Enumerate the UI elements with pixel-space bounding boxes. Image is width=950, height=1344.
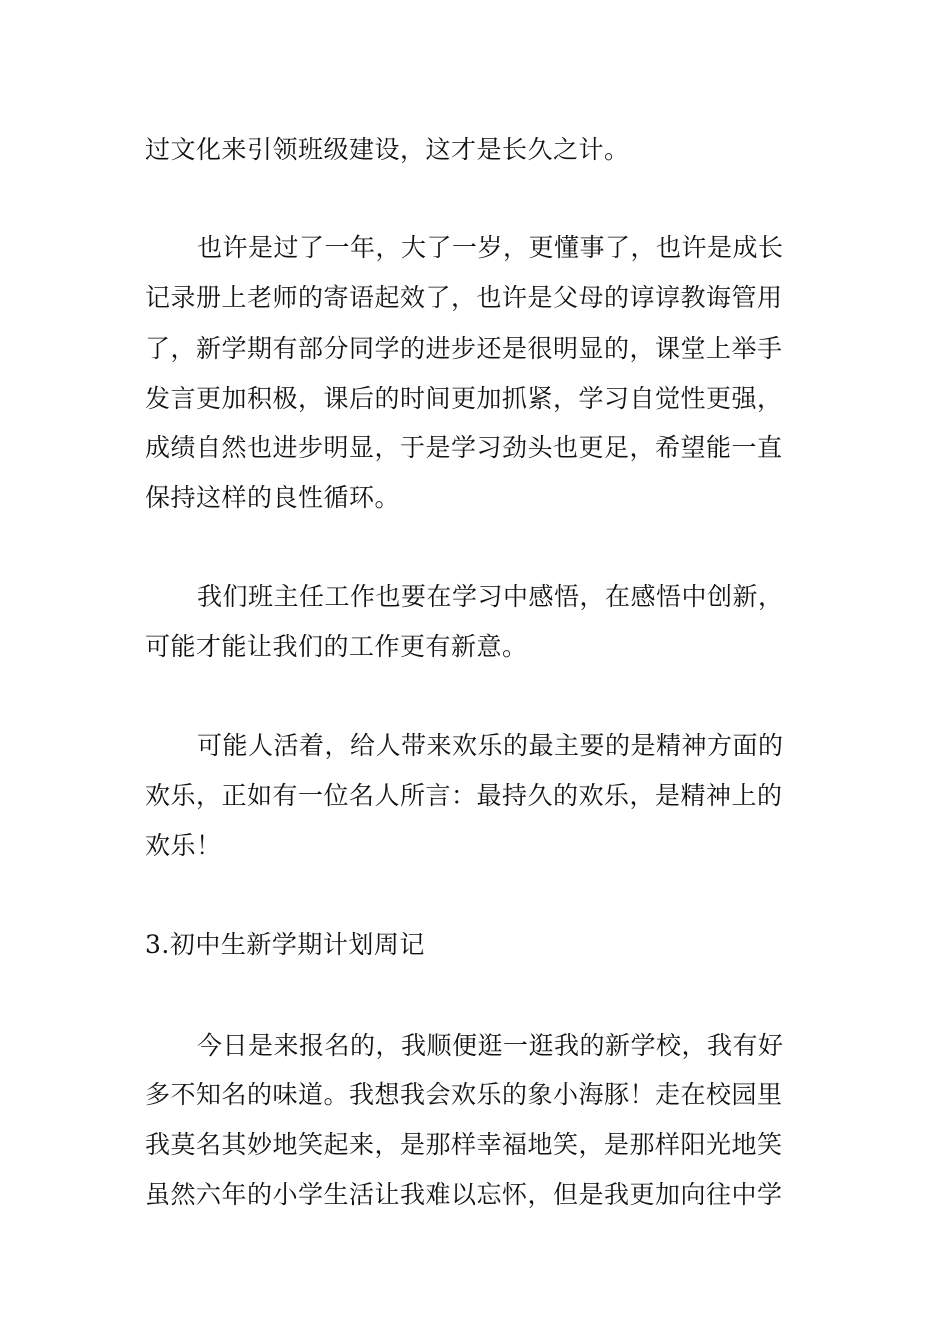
paragraph-2-line-4: 发言更加积极，课后的时间更加抓紧，学习自觉性更强， [145,384,783,413]
paragraph-4-line-1: 可能人活着，给人带来欢乐的最主要的是精神方面的 [197,731,784,760]
paragraph-2-line-2: 记录册上老师的寄语起效了，也许是父母的谆谆教诲管用 [145,283,783,312]
paragraph-2-line-5: 成绩自然也进步明显，于是学习劲头也更足，希望能一直 [145,433,783,462]
paragraph-6-line-3: 我莫名其妙地笑起来，是那样幸福地笑，是那样阳光地笑 [145,1130,783,1159]
paragraph-3-line-2: 可能才能让我们的工作更有新意。 [145,632,528,661]
paragraph-3-line-1: 我们班主任工作也要在学习中感悟，在感悟中创新， [197,582,784,611]
section-heading: 3.初中生新学期计划周记 [145,930,425,959]
paragraph-2-line-1: 也许是过了一年，大了一岁，更懂事了，也许是成长 [197,233,784,262]
paragraph-2-line-6: 保持这样的良性循环。 [145,483,401,512]
paragraph-6-line-2: 多不知名的味道。我想我会欢乐的象小海豚！走在校园里 [145,1080,783,1109]
paragraph-2-line-3: 了，新学期有部分同学的进步还是很明显的，课堂上举手 [145,334,783,363]
paragraph-6-line-4: 虽然六年的小学生活让我难以忘怀，但是我更加向往中学 [145,1180,783,1209]
paragraph-1-line-1: 过文化来引领班级建设，这才是长久之计。 [145,135,630,164]
paragraph-4-line-3: 欢乐！ [145,831,222,860]
paragraph-6-line-1: 今日是来报名的，我顺便逛一逛我的新学校，我有好 [197,1031,784,1060]
paragraph-4-line-2: 欢乐，正如有一位名人所言：最持久的欢乐，是精神上的 [145,781,783,810]
